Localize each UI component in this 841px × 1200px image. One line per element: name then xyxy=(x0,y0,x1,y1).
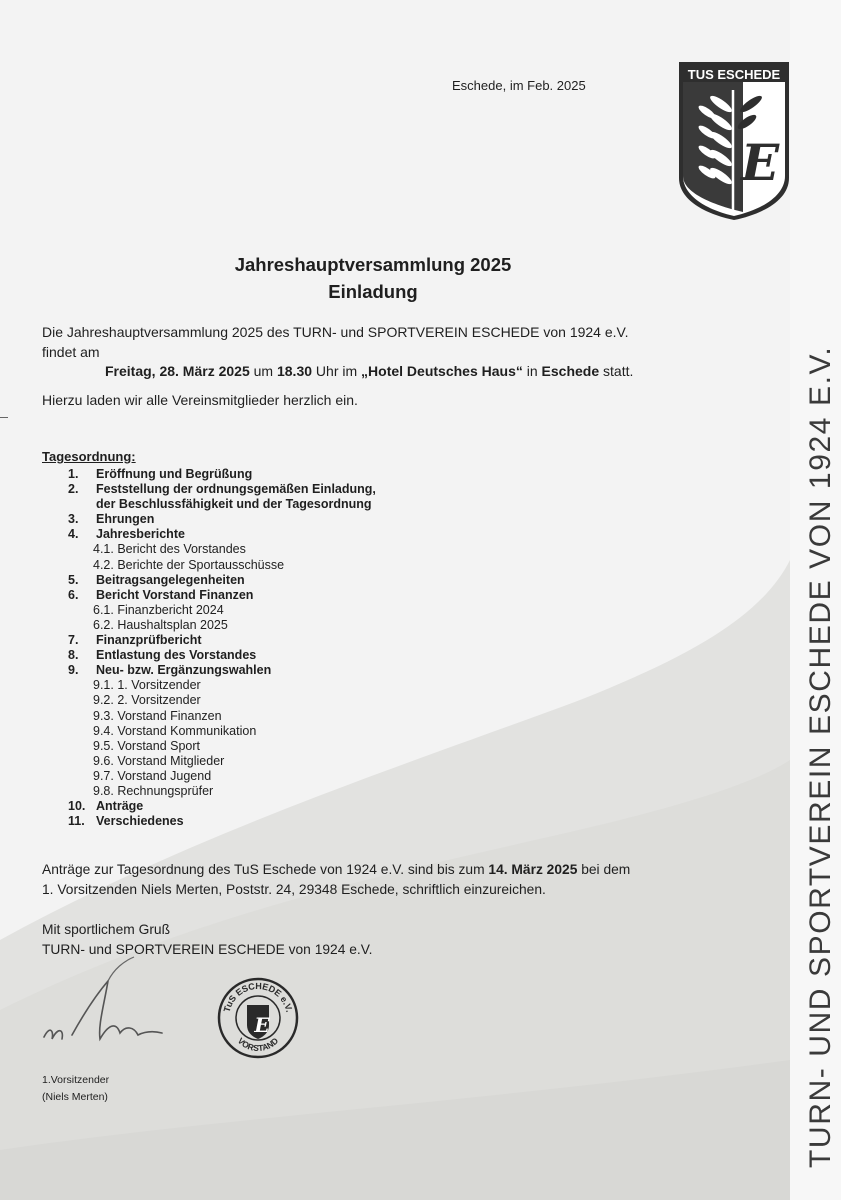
association-stamp xyxy=(217,977,299,1059)
motions-text-b: bei dem xyxy=(577,862,631,877)
meeting-date: Freitag, 28. März 2025 xyxy=(105,363,250,379)
motions-line-1 xyxy=(42,860,692,880)
signer-block xyxy=(42,1072,109,1106)
document-title: Jahreshauptversammlung 2025 xyxy=(234,254,512,275)
agenda-item-number: 4. xyxy=(68,527,79,542)
signature xyxy=(38,955,168,1055)
invitation-line: Hierzu laden wir alle Vereinsmitglieder herzlich ein. xyxy=(42,392,358,408)
vertical-club-name: TURN- UND SPORTVEREIN ESCHEDE VON 1924 E.V. xyxy=(804,345,837,1168)
agenda-item-title-cont: der Beschlussfähigkeit und der Tagesordnung xyxy=(96,497,372,512)
agenda-item-number: 7. xyxy=(68,633,79,648)
agenda-subitem-text: 9.7. Vorstand Jugend xyxy=(93,768,212,783)
agenda-item-number: 9. xyxy=(68,663,79,678)
intro-line-1: Die Jahreshauptversammlung 2025 des TURN- und SPORTVEREIN ESCHEDE von 1924 e.V. xyxy=(42,324,629,340)
meeting-details xyxy=(105,361,633,381)
closing-club: TURN- und SPORTVEREIN ESCHEDE von 1924 e.V. xyxy=(42,942,373,957)
intro-paragraph xyxy=(42,322,682,362)
meeting-place: Eschede xyxy=(541,363,600,379)
meeting-time: 18.30 xyxy=(276,363,313,379)
agenda-item-title: Neu- bzw. Ergänzungswahlen xyxy=(96,663,272,678)
agenda-subitem-text: 9.3. Vorstand Finanzen xyxy=(93,708,222,723)
fold-mark xyxy=(0,417,8,418)
agenda-item-title: Finanzprüfbericht xyxy=(96,633,202,648)
agenda-item-title: Entlastung des Vorstandes xyxy=(96,648,257,663)
agenda-item-title: Beitragsangelegenheiten xyxy=(96,572,245,587)
agenda-subitem-text: 4.1. Bericht des Vorstandes xyxy=(93,542,246,557)
agenda-subitem-text: 9.4. Vorstand Kommunikation xyxy=(93,723,257,738)
agenda-subitem-text: 9.5. Vorstand Sport xyxy=(93,738,201,753)
agenda-subitem-text: 4.2. Berichte der Sportausschüsse xyxy=(93,557,285,572)
agenda-item-number: 3. xyxy=(68,512,79,527)
logo-text: TUS ESCHEDE xyxy=(687,67,781,82)
text-uhr-im: Uhr im xyxy=(312,363,362,379)
agenda-item-number: 1. xyxy=(68,467,79,481)
agenda-item-title: Feststellung der ordnungsgemäßen Einladung, xyxy=(96,482,376,497)
club-logo xyxy=(677,60,791,222)
agenda-item-number: 8. xyxy=(68,648,79,663)
agenda-item-number: 11. xyxy=(68,814,85,829)
agenda-subitem-text: 9.8. Rechnungsprüfer xyxy=(93,783,214,798)
agenda-subitem-text: 6.1. Finanzbericht 2024 xyxy=(93,602,224,617)
agenda-item-number: 5. xyxy=(68,572,79,587)
text-statt: statt. xyxy=(599,363,634,379)
text-um: um xyxy=(249,363,277,379)
agenda-subitem-text: 9.6. Vorstand Mitglieder xyxy=(93,753,225,768)
agenda-item-number: 10. xyxy=(68,799,86,814)
closing-greeting: Mit sportlichem Gruß xyxy=(42,922,171,937)
agenda-item-number: 2. xyxy=(68,482,79,497)
date-line: Eschede, im Feb. 2025 xyxy=(452,78,586,93)
agenda-item-title: Jahresberichte xyxy=(96,527,185,542)
motions-paragraph xyxy=(42,860,692,900)
stamp-letter: E xyxy=(254,1013,270,1037)
document-subtitle: Einladung xyxy=(328,281,418,302)
agenda-item-number: 6. xyxy=(68,587,79,602)
text-in: in xyxy=(522,363,542,379)
agenda-item-title: Bericht Vorstand Finanzen xyxy=(96,587,254,602)
logo-letter: E xyxy=(740,133,780,192)
motions-text-a: Anträge zur Tagesordnung des TuS Eschede von 1924 e.V. sind bis zum xyxy=(42,862,489,877)
motions-line-2: 1. Vorsitzenden Niels Merten, Poststr. 24, 29348 Eschede, schriftlich einzureichen. xyxy=(42,882,546,897)
agenda-subitem-text: 9.1. 1. Vorsitzender xyxy=(93,678,201,693)
agenda-subitem-text: 9.2. 2. Vorsitzender xyxy=(93,693,201,708)
agenda-heading: Tagesordnung: xyxy=(42,449,136,464)
agenda-item-title: Verschiedenes xyxy=(96,814,184,829)
signer-role: 1.Vorsitzender xyxy=(42,1074,110,1086)
agenda-item-title: Ehrungen xyxy=(96,512,155,527)
stamp-bottom-text: VORSTAND xyxy=(235,1035,281,1054)
agenda-subitem-text: 6.2. Haushaltsplan 2025 xyxy=(93,617,228,632)
agenda-item-title: Eröffnung und Begrüßung xyxy=(96,467,253,481)
intro-line-2: findet am xyxy=(42,344,100,360)
motions-deadline: 14. März 2025 xyxy=(488,862,578,877)
meeting-venue: „Hotel Deutsches Haus“ xyxy=(361,363,523,379)
closing-block xyxy=(42,920,373,960)
signer-name: (Niels Merten) xyxy=(42,1091,108,1103)
agenda-item-title: Anträge xyxy=(96,799,144,814)
stamp-top-text: TuS ESCHEDE e.V. xyxy=(221,980,295,1014)
